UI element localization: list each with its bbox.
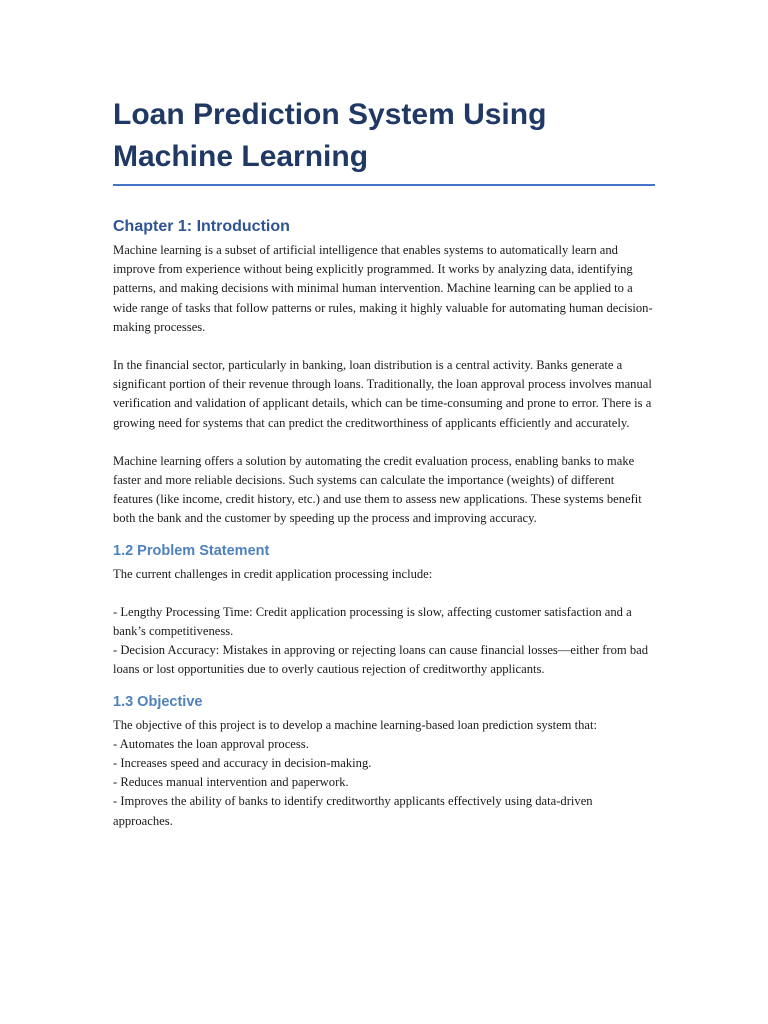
document-title: Loan Prediction System Using Machine Learning	[113, 94, 655, 186]
intro-paragraph-2: In the financial sector, particularly in banking, loan distribution is a central activity. Banks generate a significant portion of their revenue through loans. Traditionally, the loan approval process involves manual verification and validation of applicant details, which can be time-consuming and prone to error. There is a growing need for systems that can predict the creditworthiness of applicants efficiently and accurately.	[113, 358, 652, 430]
problem-item: - Decision Accuracy: Mistakes in approving or rejecting loans can cause financial losses—either from bad loans or lost opportunities due to overly cautious rejection of creditworthy applicants.	[113, 643, 649, 677]
objective-item: - Automates the loan approval process.	[113, 736, 309, 751]
document-page	[113, 94, 655, 831]
objective-intro: The objective of this project is to develop a machine learning-based loan prediction system that:	[113, 717, 598, 732]
objective-heading: 1.3 Objective	[113, 693, 203, 710]
problem-spacer	[113, 584, 655, 603]
objective-item: - Increases speed and accuracy in decision-making.	[113, 756, 372, 771]
intro-paragraph-3: Machine learning offers a solution by automating the credit evaluation process, enabling banks to make faster and more reliable decisions. Such systems can calculate the importance (weights) of different features (like income, credit history, etc.) and use them to assess new applications. These systems benefit both the bank and the customer by speeding up the process and improving accuracy.	[113, 453, 642, 526]
problem-intro: The current challenges in credit application processing include:	[113, 566, 433, 581]
intro-paragraph-1: Machine learning is a subset of artificial intelligence that enables systems to automatically learn and improve from experience without being explicitly programmed. It works by analyzing data, identifying patterns, and making decisions with minimal human intervention. Machine learning can be applied to a wide range of tasks that follow patterns or rules, making it highly valuable for automating human decision-making processes.	[113, 243, 653, 334]
problem-item: - Lengthy Processing Time: Credit application processing is slow, affecting customer satisfaction and a bank’s competitiveness.	[113, 604, 632, 639]
chapter-1-heading: Chapter 1: Introduction	[113, 218, 290, 235]
problem-statement-heading: 1.2 Problem Statement	[113, 542, 270, 559]
objective-item: - Reduces manual intervention and paperwork.	[113, 775, 349, 790]
objective-item: - Improves the ability of banks to identify creditworthy applicants effectively using data-driven approaches.	[113, 794, 593, 828]
